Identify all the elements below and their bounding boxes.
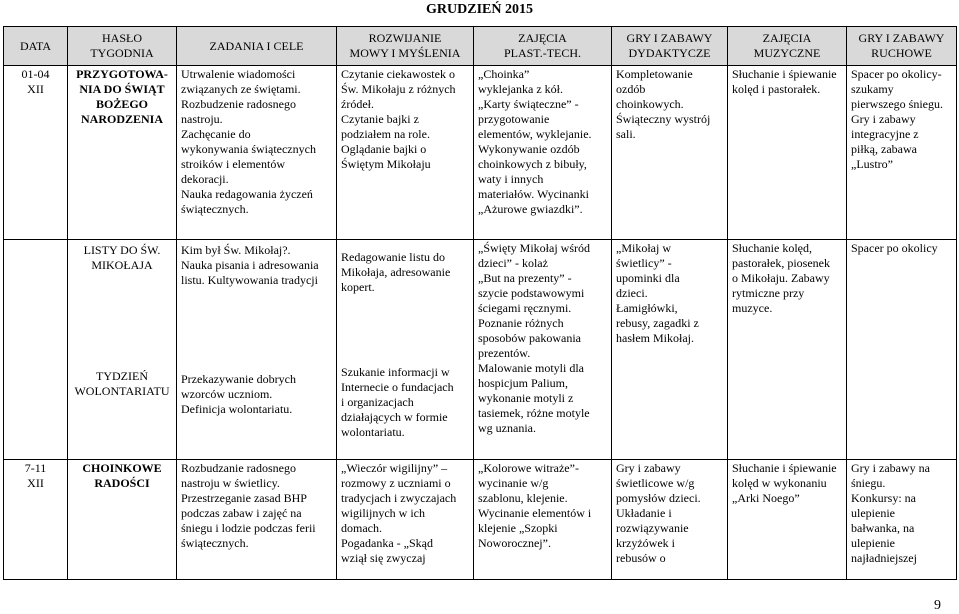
text-line: Szukanie informacji w bbox=[341, 365, 450, 379]
text-line: Łamigłówki, bbox=[616, 301, 678, 315]
header-motto: HASŁO TYGODNIA bbox=[68, 27, 177, 66]
text-line: wykonanie motyli z bbox=[478, 391, 574, 405]
text-line: szycie podstawowymi bbox=[478, 286, 585, 300]
text-line: piłką, zabawa bbox=[851, 142, 917, 156]
text-line: pierwszego śniegu. bbox=[851, 97, 943, 111]
text-line: Definicja wolontariatu. bbox=[181, 402, 293, 416]
text-line: podziałem na role. bbox=[341, 127, 430, 141]
text-line: świetlicy” - bbox=[616, 256, 672, 270]
text-line: Zachęcanie do bbox=[181, 127, 251, 141]
text-line: sali. bbox=[616, 127, 636, 141]
text-line: Oglądanie bajki o bbox=[341, 142, 427, 156]
cell-music bbox=[728, 66, 847, 240]
text-line: Spacer po okolicy- bbox=[851, 67, 942, 81]
cell-movement bbox=[847, 460, 957, 580]
text-line: upominki dla bbox=[616, 271, 680, 285]
text-line: o Mikołaju. Zabawy bbox=[732, 271, 830, 285]
text-line: rozwiązywanie bbox=[616, 521, 689, 535]
text-line: „Karty świąteczne” - bbox=[478, 97, 579, 111]
text-line: ulepienie bbox=[851, 506, 895, 520]
text-line: TYDZIEŃ bbox=[96, 369, 148, 383]
header-art: ZAJĘCIA PLAST.-TECH. bbox=[474, 27, 612, 66]
text-line: ozdób bbox=[616, 82, 646, 96]
text-line: listu. Kultywowania tradycji bbox=[181, 273, 318, 287]
text-line: sposobów pakowania bbox=[478, 331, 581, 345]
text-line: „Lustro” bbox=[851, 157, 893, 171]
table-row bbox=[4, 460, 957, 580]
text-line: szukamy bbox=[851, 82, 894, 96]
cell-tasks bbox=[177, 460, 337, 580]
text-line: bałwanka, na bbox=[851, 521, 915, 535]
text-line: nastroju. bbox=[181, 112, 223, 126]
text-line: waty i innych bbox=[478, 172, 544, 186]
text-line: Przestrzeganie zasad BHP bbox=[181, 491, 307, 505]
header-music: ZAJĘCIA MUZYCZNE bbox=[728, 27, 847, 66]
text-line: Świąteczny wystrój bbox=[616, 112, 711, 126]
text-line: Pogadanka - „Skąd bbox=[341, 536, 433, 550]
text-line: rozmowy z uczniami o bbox=[341, 476, 451, 490]
text-line: Noworocznej”. bbox=[478, 536, 551, 550]
text-line: Świętym Mikołaju bbox=[341, 157, 431, 171]
text-line: wg uznania. bbox=[478, 421, 536, 435]
text-line: dekoracji. bbox=[181, 172, 229, 186]
text-line: pomysłów dzieci. bbox=[616, 491, 701, 505]
text-line: Czytanie ciekawostek o bbox=[341, 67, 455, 81]
cell-movement bbox=[847, 66, 957, 240]
text-line: dzieci” - kolaż bbox=[478, 256, 548, 270]
text-line: śniegu. bbox=[851, 476, 886, 490]
cell-didactic bbox=[612, 460, 728, 580]
page-title: GRUDZIEŃ 2015 bbox=[426, 2, 533, 17]
cell-tasks bbox=[177, 66, 337, 240]
text-line: WOLONTARIATU bbox=[74, 384, 170, 398]
text-line: PRZYGOTOWA- bbox=[76, 67, 168, 81]
text-line: XII bbox=[27, 476, 44, 490]
text-line: „Mikołaj w bbox=[616, 241, 671, 255]
table-row bbox=[4, 66, 957, 240]
cell-music bbox=[728, 240, 847, 460]
table-row bbox=[4, 240, 957, 460]
text-line: hasłem Mikołaj. bbox=[616, 331, 694, 345]
text-line: XII bbox=[27, 82, 44, 96]
cell-movement bbox=[847, 240, 957, 460]
text-line: hospicjum Palium, bbox=[478, 376, 568, 390]
text-line: rytmiczne przy bbox=[732, 286, 805, 300]
cell-speech bbox=[337, 66, 474, 240]
text-line: muzyce. bbox=[732, 301, 773, 315]
text-line: świetlicowe w/g bbox=[616, 476, 695, 490]
text-line: materiałów. Wycinanki bbox=[478, 187, 589, 201]
text-line: tasiemek, różne motyle bbox=[478, 406, 590, 420]
text-line: „But na prezenty” - bbox=[478, 271, 572, 285]
text-line: Redagowanie listu do bbox=[341, 250, 445, 264]
text-line: Gry i zabawy bbox=[851, 112, 916, 126]
cell-date bbox=[4, 240, 68, 460]
text-line: choinkowych z bibuły, bbox=[478, 157, 587, 171]
page-number: 9 bbox=[934, 598, 941, 613]
text-line: „Wieczór wigilijny” – bbox=[341, 461, 448, 475]
cell-speech bbox=[337, 460, 474, 580]
text-line: „Choinka” bbox=[478, 67, 530, 81]
text-line: „Ażurowe gwiazdki”. bbox=[478, 202, 583, 216]
header-date: DATA bbox=[4, 27, 68, 66]
text-line: kopert. bbox=[341, 280, 375, 294]
text-line: Malowanie motyli dla bbox=[478, 361, 584, 375]
cell-didactic bbox=[612, 240, 728, 460]
text-line: śniegu i lodzie podczas ferii bbox=[181, 521, 316, 535]
header-speech: ROZWIJANIE MOWY I MYŚLENIA bbox=[337, 27, 474, 66]
text-line: Gry i zabawy bbox=[616, 461, 681, 475]
text-line: Poznanie różnych bbox=[478, 316, 564, 330]
text-line: krzyżówek i bbox=[616, 536, 675, 550]
text-line: prezentów. bbox=[478, 346, 531, 360]
text-line: „Święty Mikołaj wśród bbox=[478, 241, 590, 255]
text-line: Wycinanie elementów i bbox=[478, 506, 592, 520]
cell-motto bbox=[68, 460, 177, 580]
text-line: NARODZENIA bbox=[80, 112, 163, 126]
text-line: Słuchanie kolęd, bbox=[732, 241, 812, 255]
text-line: 01-04 bbox=[21, 67, 50, 81]
cell-tasks bbox=[177, 240, 337, 460]
header-didactic: GRY I ZABAWY DYDAKTYCZE bbox=[612, 27, 728, 66]
text-line: wzorców uczniom. bbox=[181, 387, 273, 401]
text-line: źródeł. bbox=[341, 97, 374, 111]
text-line: szablonu, klejenie. bbox=[478, 491, 568, 505]
text-line: rebusów o bbox=[616, 551, 666, 565]
text-line: Rozbudzenie radosnego bbox=[181, 97, 296, 111]
text-line: domach. bbox=[341, 521, 382, 535]
text-line: Wykonywanie ozdób bbox=[478, 142, 580, 156]
text-line: Układanie i bbox=[616, 506, 672, 520]
text-line: wziął się zwyczaj bbox=[341, 551, 426, 565]
cell-didactic bbox=[612, 66, 728, 240]
header-row bbox=[4, 27, 957, 66]
header-tasks: ZADANIA I CELE bbox=[177, 27, 337, 66]
text-line: działających w formie bbox=[341, 410, 448, 424]
cell-music bbox=[728, 460, 847, 580]
text-line: Mikołaja, adresowanie bbox=[341, 265, 451, 279]
text-line: Gry i zabawy na bbox=[851, 461, 930, 475]
text-line: CHOINKOWE bbox=[82, 461, 162, 475]
text-line: stroików i elementów bbox=[181, 157, 285, 171]
text-line: rebusy, zagadki z bbox=[616, 316, 699, 330]
text-line: wolontariatu. bbox=[341, 425, 405, 439]
text-line: „Arki Noego” bbox=[732, 491, 800, 505]
header-movement: GRY I ZABAWY RUCHOWE bbox=[847, 27, 957, 66]
text-line: kolęd w wykonaniu bbox=[732, 476, 827, 490]
text-line: Nauka redagowania życzeń bbox=[181, 187, 313, 201]
text-line: Kim był Św. Mikołaj?. bbox=[181, 243, 291, 257]
text-line: Konkursy: na bbox=[851, 491, 916, 505]
text-line: Spacer po okolicy bbox=[851, 241, 938, 255]
text-line: Nauka pisania i adresowania bbox=[181, 258, 319, 272]
text-line: LISTY DO ŚW. bbox=[83, 243, 161, 257]
text-line: przygotowanie bbox=[478, 112, 550, 126]
text-line: ściegami ręcznymi. bbox=[478, 301, 572, 315]
text-line: elementów, wyklejanie. bbox=[478, 127, 592, 141]
text-line: związanych ze świętami. bbox=[181, 82, 301, 96]
text-line: Słuchanie i śpiewanie bbox=[732, 461, 837, 475]
text-line: Internecie o fundacjach bbox=[341, 380, 454, 394]
text-line: wycinanie w/g bbox=[478, 476, 549, 490]
text-line: wykonywania świątecznych bbox=[181, 142, 316, 156]
text-line: wyklejanka z kół. bbox=[478, 82, 563, 96]
text-line: ulepienie bbox=[851, 536, 895, 550]
cell-art bbox=[474, 460, 612, 580]
text-line: MIKOŁAJA bbox=[91, 258, 153, 272]
text-line: świątecznych. bbox=[181, 202, 249, 216]
schedule-table bbox=[3, 26, 957, 580]
text-line: „Kolorowe witraże”- bbox=[478, 461, 579, 475]
text-line: Kompletowanie bbox=[616, 67, 693, 81]
text-line: integracyjne z bbox=[851, 127, 919, 141]
text-line: NIA DO ŚWIĄT bbox=[79, 82, 165, 96]
text-line: Czytanie bajki z bbox=[341, 112, 419, 126]
text-line: Św. Mikołaju z różnych bbox=[341, 82, 456, 96]
text-line: klejenie „Szopki bbox=[478, 521, 558, 535]
cell-motto bbox=[68, 240, 177, 460]
text-line: dzieci. bbox=[616, 286, 648, 300]
text-line: RADOŚCI bbox=[94, 476, 150, 490]
text-line: BOŻEGO bbox=[95, 97, 148, 111]
text-line: Słuchanie i śpiewanie bbox=[732, 67, 837, 81]
cell-motto bbox=[68, 66, 177, 240]
cell-art bbox=[474, 240, 612, 460]
cell-date bbox=[4, 460, 68, 580]
text-line: pastorałek, piosenek bbox=[732, 256, 830, 270]
text-line: podczas zabaw i zajęć na bbox=[181, 506, 302, 520]
text-line: i organizacjach bbox=[341, 395, 414, 409]
cell-speech bbox=[337, 240, 474, 460]
text-line: Rozbudzanie radosnego bbox=[181, 461, 296, 475]
text-line: nastroju w świetlicy. bbox=[181, 476, 280, 490]
cell-date bbox=[4, 66, 68, 240]
text-line: choinkowych. bbox=[616, 97, 684, 111]
text-line: kolęd i pastorałek. bbox=[732, 82, 821, 96]
text-line: wigilijnych w ich bbox=[341, 506, 425, 520]
text-line: najładniejszej bbox=[851, 551, 917, 565]
text-line: Przekazywanie dobrych bbox=[181, 372, 296, 386]
cell-art bbox=[474, 66, 612, 240]
text-line: świątecznych. bbox=[181, 536, 249, 550]
text-line: 7-11 bbox=[24, 461, 47, 475]
text-line: Utrwalenie wiadomości bbox=[181, 67, 296, 81]
text-line: tradycjach i zwyczajach bbox=[341, 491, 457, 505]
